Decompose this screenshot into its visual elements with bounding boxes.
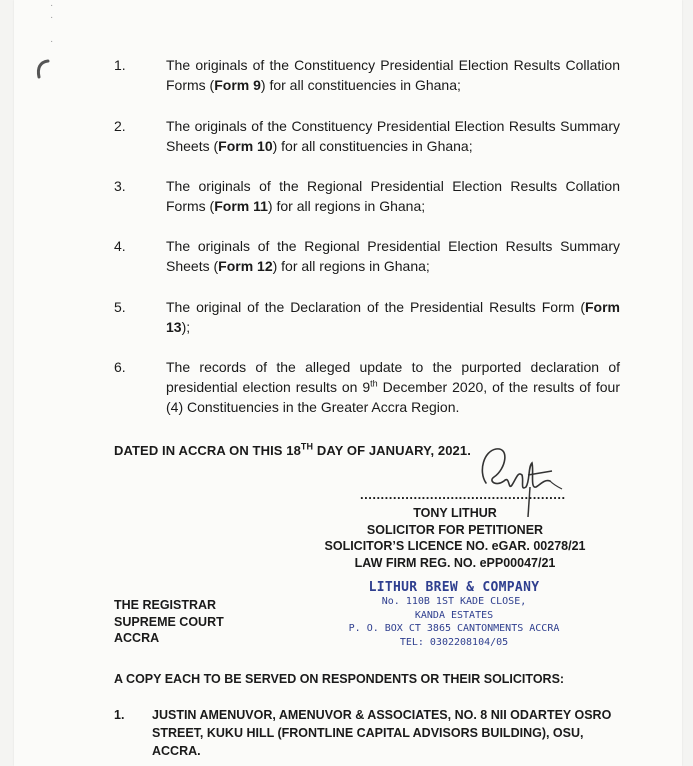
registrar-line: THE REGISTRAR <box>114 598 217 612</box>
solicitor-block <box>310 505 600 571</box>
dated-line: DATED IN ACCRA ON THIS 18TH DAY OF JANUARY, 2021. <box>114 441 471 458</box>
stamp-line: No. 110B 1ST KADE CLOSE, <box>381 596 527 607</box>
registrar-line: SUPREME COURT <box>114 614 224 629</box>
item-number: 3. <box>114 178 126 194</box>
licence-number: SOLICITOR’S LICENCE NO. eGAR. 00278/21 <box>324 539 586 553</box>
item-text: The originals of the Regional Presidential Election Results Summary Sheets (Form 12) for all regions in Ghana; <box>166 238 620 274</box>
punch-hole-mark <box>34 58 52 80</box>
firm-stamp <box>304 580 604 649</box>
item-number: 6. <box>114 359 126 375</box>
list-item <box>114 236 620 276</box>
solicitor-name: TONY LITHUR <box>413 506 497 520</box>
item-text: The originals of the Constituency Presidential Election Results Summary Sheets (Form 10) for all constituencies in Ghana; <box>166 118 620 154</box>
list-item <box>114 357 620 417</box>
signature-line: .................................................. <box>360 487 566 502</box>
list-item <box>114 55 620 95</box>
stamp-line: TEL: 0302208104/05 <box>399 636 509 648</box>
item-text: The originals of the Regional Presidential Election Results Collation Forms (Form 11) for all regions in Ghana; <box>166 178 620 214</box>
registrar-address <box>114 597 224 647</box>
stamp-line: KANDA ESTATES <box>414 609 494 621</box>
list-item <box>114 297 620 337</box>
firm-registration: LAW FIRM REG. NO. ePP00047/21 <box>354 555 556 570</box>
item-text: The originals of the Constituency Presidential Election Results Collation Forms (Form 9) for all constituencies in Ghana; <box>166 57 620 93</box>
solicitor-role: SOLICITOR FOR PETITIONER <box>366 522 544 537</box>
item-number: 5. <box>114 299 126 315</box>
list-item <box>114 176 620 216</box>
scan-specks: · · · <box>50 0 54 47</box>
stamp-line: P. O. BOX CT 3865 CANTONMENTS ACCRA <box>348 623 560 634</box>
item-number: 4. <box>114 238 126 254</box>
served-item-number: 1. <box>114 708 125 722</box>
served-item-text: JUSTIN AMENUVOR, AMENUVOR & ASSOCIATES, NO. 8 NII ODARTEY OSRO STREET, KUKU HILL (FRONTLINE CAPITAL ADVISORS BUILDING), OSU, ACCRA. <box>152 708 612 758</box>
list-item <box>114 116 620 156</box>
copy-heading: A COPY EACH TO BE SERVED ON RESPONDENTS OR THEIR SOLICITORS: <box>114 672 565 686</box>
registrar-line: ACCRA <box>114 631 160 645</box>
item-number: 1. <box>114 57 126 73</box>
document-page <box>14 0 682 766</box>
item-number: 2. <box>114 118 126 134</box>
stamp-firm-name: LITHUR BREW & COMPANY <box>368 580 540 595</box>
item-text: The records of the alleged update to the purported declaration of presidential election results on 9th December 2020, of the results of four (4) Constituencies in the Greater Accra Region. <box>166 359 620 415</box>
item-text: The original of the Declaration of the Presidential Results Form (Form 13); <box>166 299 620 335</box>
